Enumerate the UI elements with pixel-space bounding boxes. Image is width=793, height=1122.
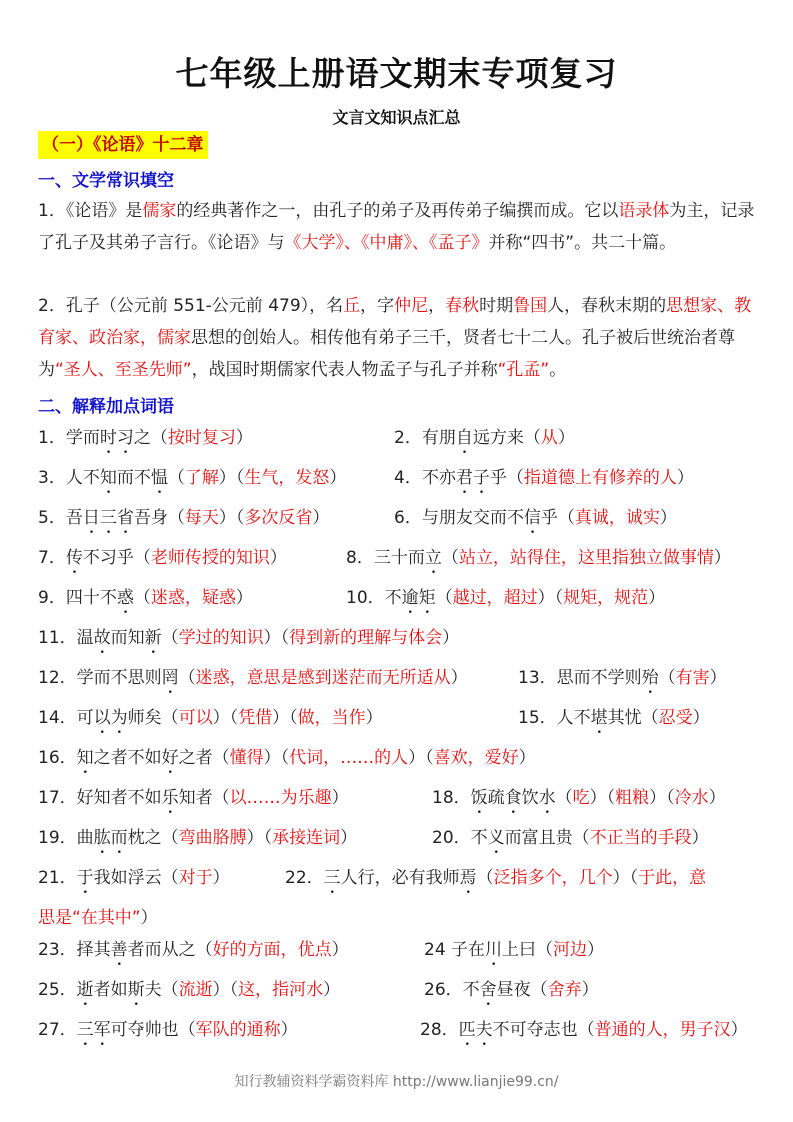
dotted-char: 知 [99,468,117,488]
text: 饮 [521,788,539,808]
text: ） [659,508,677,528]
text: 17．好知者不如 [38,788,162,808]
dotted-char: 焉 [459,868,477,888]
text: ） [691,828,709,848]
answer: 得到新的理解与体会 [289,628,443,648]
answer: 忍受 [658,708,693,728]
text: 16． [38,748,77,768]
answer: 懂得 [229,748,264,768]
vocab-item-17 [38,783,349,818]
answer: 粗粮 [615,788,650,808]
dotted-char: 食 [504,788,522,808]
text: 乎（ [540,508,575,528]
answer: 喜欢，爱好 [433,748,519,768]
text: 24 子在 [424,940,486,960]
dotted-char: 自 [455,428,473,448]
answer: 生气，发怒 [244,468,330,488]
dotted-char: 匹夫 [458,1020,493,1040]
text: 20．不 [432,828,488,848]
text: 其忧（ [607,708,659,728]
text: （ [658,668,676,688]
text: 。 [549,360,567,380]
dotted-char: 善 [110,940,128,960]
text: 知者（ [178,788,230,808]
vocab-item-28 [420,1015,748,1050]
text: （ [178,668,196,688]
text: 吾身（ [133,508,185,528]
text: ， [428,296,446,316]
dotted-char: 而 [110,828,128,848]
text: 昼夜（ [496,980,548,1000]
answer: 军队的通称 [195,1020,281,1040]
vocab-item-11 [38,623,459,658]
text: 14．可 [38,708,94,728]
dotted-char: 罔 [161,668,179,688]
text: ） [676,468,694,488]
text: 7． [38,548,66,568]
text: 上曰（ [502,940,554,960]
text: ）（ [218,468,245,488]
dotted-char: 故 [93,628,111,648]
text: 之者（ [178,748,230,768]
text: 而知 [110,628,145,648]
text: 3．人不 [38,468,100,488]
dotted-char: 乐 [161,788,179,808]
dotted-char: 日 [82,508,100,528]
answer: 思是“在其中” [38,908,141,928]
text: 1．学而 [38,428,100,448]
text: 师矣（ [127,708,179,728]
vocab-item-1 [38,423,253,458]
text: ） [365,708,383,728]
dotted-char: 殆 [641,668,659,688]
text: 夫（ [144,980,179,1000]
text: ） [442,628,460,648]
text: 而不 [116,468,151,488]
vocab-item-4 [394,463,694,498]
text: 为主，记录了孔子及其弟子言行。《论语》与 [38,201,755,253]
vocab-item-25 [38,975,340,1010]
vocab-item-7 [38,543,287,578]
text: （ [161,628,179,648]
text: 25． [38,980,77,1000]
answer: 仲尼 [394,296,429,316]
text: ）（ [263,748,290,768]
text: 22． [285,868,324,888]
text: ）（ [263,628,290,648]
text: ） [708,788,726,808]
text: 之（ [144,828,179,848]
vocab-item-5 [38,503,329,538]
dotted-char: 于 [76,868,94,888]
answer: 丘 [343,296,361,316]
text: ）（ [212,708,239,728]
answer: 于此，意 [638,868,707,888]
answer: 春秋 [445,296,480,316]
text: 27． [38,1020,77,1040]
answer: 学过的知识 [178,628,264,648]
text: ） [557,428,575,448]
answer: 代词，……的人 [289,748,409,768]
answer: 语录体 [618,201,670,221]
dotted-char: 义 [487,828,505,848]
text: （ [167,468,185,488]
text: 人行，必有我师 [340,868,460,888]
answer: 儒家 [142,201,177,221]
vocab-item-12 [38,663,468,698]
dotted-char: 舍 [479,980,497,1000]
dotted-char: 肱 [93,828,111,848]
dotted-char: 逝 [76,980,94,1000]
text: ）（ [649,788,675,808]
text: 1．《论语》是 [38,201,143,221]
dotted-char: 习 [116,428,134,448]
text: 者如 [93,980,128,1000]
text: 26．不 [424,980,480,1000]
answer: 从 [540,428,558,448]
text: ） [581,980,599,1000]
page-subtitle: 文言文知识点汇总 [332,108,461,127]
dotted-char: 愠 [150,468,168,488]
text: ，战国时期儒家代表人物孟子与孔子并称 [191,360,498,380]
vocab-item-19 [38,823,357,858]
answer: 每天 [184,508,219,528]
vocab-item-16 [38,743,536,778]
vocab-item-18 [432,783,726,818]
paragraph-1 [38,195,758,259]
answer: 真诚，诚实 [574,508,660,528]
page-title: 七年级上册语文期末专项复习 [175,54,618,93]
text: （ [555,788,573,808]
answer: 迷惑，疑惑 [150,588,236,608]
section-heading-vocab: 二、解释加点词语 [38,397,174,417]
answer: 《大学》、《中庸》、《孟子》 [284,233,489,253]
page-footer[interactable]: 知行教辅资料学霸资料库 http://www.lianjie99.cn/ [234,1074,559,1090]
text: 可夺帅也（ [110,1020,196,1040]
text: 15．人不 [518,708,591,728]
vocab-item-8 [346,543,731,578]
text: ） [587,940,605,960]
text: 思想的创始人。相传他有弟子三千，贤者七十二人。孔子被后世统治者尊为 [38,328,735,380]
answer: 了解 [184,468,219,488]
text: ）（ [589,788,616,808]
text: 21． [38,868,77,888]
text: ） [648,588,666,608]
text: ） [692,708,710,728]
text: ） [331,940,349,960]
text: ） [331,788,349,808]
text: 疏 [487,788,505,808]
dotted-char: 水 [538,788,556,808]
text: 8．三十而 [346,548,425,568]
dotted-char: 以 [93,708,111,728]
answer: 泛指多个，几个 [493,868,613,888]
vocab-item-15 [518,703,710,738]
text: 并称“四书”。共二十篇。 [488,233,677,253]
text: 之者不如 [93,748,162,768]
text: 9．四十不 [38,588,117,608]
vocab-item-2 [394,423,575,458]
dotted-char: 饭 [470,788,488,808]
dotted-char: 矩 [418,588,436,608]
text: 2．有朋 [394,428,456,448]
text: ） [730,1020,748,1040]
text: 不可夺志也（ [492,1020,595,1040]
text: 之（ [133,428,168,448]
vocab-item-21 [38,863,230,898]
text: ）（ [408,748,434,768]
text: ） [450,668,468,688]
text: （ [441,548,459,568]
text: 人，春秋末期的 [547,296,667,316]
text: ） [518,748,536,768]
dotted-char: 川 [485,940,503,960]
answer: 思想家、教育家、政治家，儒家 [38,296,752,348]
text: 10．不 [346,588,402,608]
text: 时期 [479,296,514,316]
text: 我如浮云（ [93,868,179,888]
answer: 舍弃 [547,980,582,1000]
answer: 河边 [553,940,588,960]
answer: 越过，超过 [452,588,538,608]
vocab-item-13 [518,663,727,698]
text: ） [235,588,253,608]
text: 2．孔子（公元前 551-公元前 479），名 [38,296,344,316]
dotted-char: 君子 [455,468,490,488]
answer: 迷惑，意思是感到迷茫而无所适从 [195,668,451,688]
text: ） [235,428,253,448]
vocab-item-22 [285,863,706,898]
answer: 对于 [178,868,213,888]
text: 乎（ [489,468,524,488]
vocab-item-22-continued [38,903,158,928]
answer: 做，当作 [297,708,366,728]
text: ） [280,1020,298,1040]
text: 13．思而不学则 [518,668,642,688]
dotted-char: 三军 [76,1020,111,1040]
vocab-item-3 [38,463,346,498]
answer: 吃 [572,788,590,808]
dotted-char: 为 [110,708,128,728]
dotted-char: 好 [161,748,179,768]
text: 5．吾 [38,508,83,528]
text: ）（ [537,588,564,608]
text: 6．与朋友交而不 [394,508,524,528]
text: 12．学而不思则 [38,668,162,688]
dotted-char: 斯 [127,980,145,1000]
text: （ [133,588,151,608]
text: ） [212,868,230,888]
answer: “圣人、至圣先师” [55,360,192,380]
vocab-item-9 [38,583,253,618]
text: ）（ [246,828,273,848]
answer: 老师传授的知识 [150,548,270,568]
paragraph-2 [38,290,758,386]
dotted-char: 新 [144,628,162,648]
text: ） [709,668,727,688]
text: 23．择其 [38,940,111,960]
answer: 可以 [178,708,213,728]
dotted-char: 三 [99,508,117,528]
text: 28． [420,1020,459,1040]
text: ） [312,508,330,528]
highlight-heading: （一）《论语》十二章 [38,131,208,159]
answer: 指道德上有修养的人 [523,468,677,488]
text: ）（ [212,980,239,1000]
text: 者而从之（ [127,940,213,960]
text: 而富且贵（ [504,828,590,848]
answer: 流逝 [178,980,213,1000]
vocab-item-26 [424,975,599,1010]
vocab-item-6 [394,503,677,538]
text: ）（ [272,708,298,728]
answer: 承接连词 [272,828,341,848]
text: ） [323,980,341,1000]
answer: 冷水 [674,788,709,808]
answer: 弯曲胳膊 [178,828,247,848]
answer: 普通的人，男子汉 [594,1020,731,1040]
text: 19．曲 [38,828,94,848]
answer: 按时复习 [167,428,236,448]
dotted-char: 传 [65,548,83,568]
vocab-item-10 [346,583,665,618]
text: 18． [432,788,471,808]
answer: 这，指河水 [238,980,324,1000]
answer: 站立，站得住，这里指独立做事情 [458,548,714,568]
answer: 凭借 [238,708,273,728]
vocab-item-14 [38,703,383,738]
text: 不习乎（ [82,548,151,568]
dotted-char: 信 [523,508,541,528]
dotted-char: 立 [424,548,442,568]
text: ，字 [360,296,395,316]
text: ）（ [612,868,639,888]
dotted-char: 知 [76,748,94,768]
vocab-item-27 [38,1015,298,1050]
text: ） [140,908,158,928]
answer: 不正当的手段 [589,828,692,848]
text: ） [340,828,358,848]
answer: 有害 [675,668,710,688]
answer: 好的方面，优点 [212,940,332,960]
text: ） [713,548,731,568]
answer: 鲁国 [513,296,548,316]
text: 枕 [127,828,145,848]
text: 4．不亦 [394,468,456,488]
text: （ [476,868,494,888]
answer: 规矩，规范 [563,588,649,608]
answer: 以……为乐趣 [229,788,332,808]
section-heading-literature: 一、文学常识填空 [38,171,174,191]
answer: 多次反省 [244,508,313,528]
vocab-item-20 [432,823,709,858]
dotted-char: 三 [323,868,341,888]
text: 的经典著作之一，由孔子的弟子及再传弟子编撰而成。它以 [176,201,619,221]
text: 远方来（ [472,428,541,448]
text: 11．温 [38,628,94,648]
dotted-char: 省 [116,508,134,528]
text: ）（ [218,508,245,528]
vocab-item-23 [38,935,349,970]
vocab-item-24 [424,935,604,970]
dotted-char: 逾 [401,588,419,608]
dotted-char: 惑 [116,588,134,608]
answer: “孔孟” [497,360,550,380]
dotted-char: 时 [99,428,117,448]
dotted-char: 堪 [590,708,608,728]
text: ） [329,468,347,488]
text: ） [269,548,287,568]
text: （ [435,588,453,608]
